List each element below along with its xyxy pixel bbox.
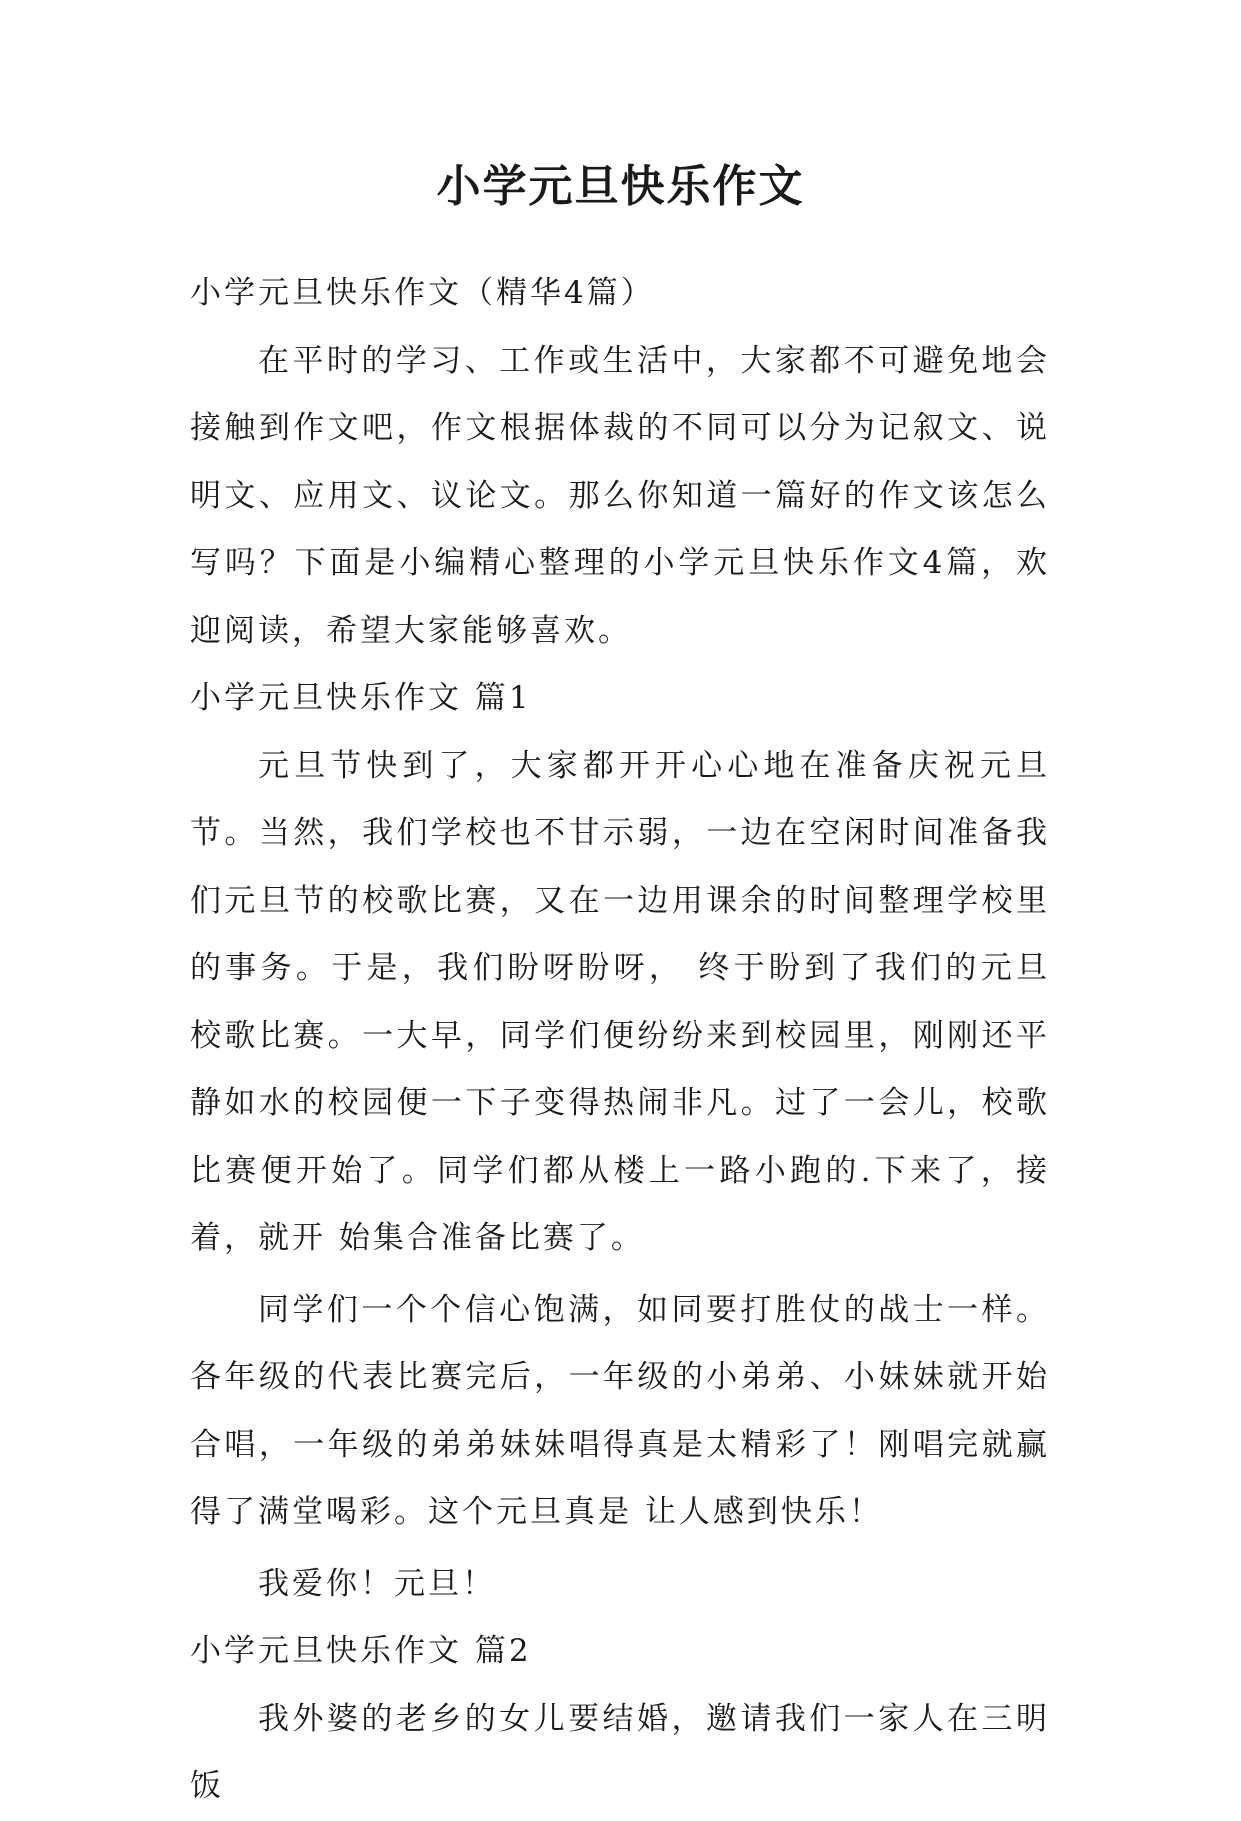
document-body xyxy=(190,260,1050,1821)
section-heading-1: 小学元旦快乐作文 篇1 xyxy=(190,680,532,716)
section2-paragraph: 我外婆的老乡的女儿要结婚，邀请我们一家人在三明饭 xyxy=(190,1700,1050,1804)
document-subtitle: 小学元旦快乐作文（精华4篇） xyxy=(190,275,655,311)
intro-paragraph: 在平时的学习、工作或生活中，大家都不可避免地会接触到作文吧，作文根据体裁的不同可以分为记叙文、说明文、应用文、议论文。那么你知道一篇好的作文该怎么写吗？下面是小编精心整理的小学元旦快乐作文4篇，欢迎阅读，希望大家能够喜欢。 xyxy=(190,342,1050,649)
section1-paragraph: 同学们一个个信心饱满，如同要打胜仗的战士一样。各年级的代表比赛完后，一年级的小弟弟、小妹妹就开始合唱，一年级的弟弟妹妹唱得真是太精彩了！刚唱完就赢得了满堂喝彩。这个元旦真是 让人感到快乐！ xyxy=(190,1291,1050,1530)
section-heading-2: 小学元旦快乐作文 篇2 xyxy=(190,1633,532,1669)
section1-paragraph: 元旦节快到了，大家都开开心心地在准备庆祝元旦节。当然，我们学校也不甘示弱，一边在空闲时间准备我们元旦节的校歌比赛，又在一边用课余的时间整理学校里的事务。于是，我们盼呀盼呀， 终于盼到了我们的元旦校歌比赛。一大早，同学们便纷纷来到校园里，刚刚还平静如水的校园便一下子变得热闹非凡。过了一会儿，校歌比赛便开始了。同学们都从楼上一路小跑的.下来了，接着，就开 始集合准备比赛了。 xyxy=(190,747,1050,1256)
document-title: 小学元旦快乐作文 xyxy=(436,161,805,212)
section1-paragraph: 我爱你！元旦！ xyxy=(258,1565,496,1602)
